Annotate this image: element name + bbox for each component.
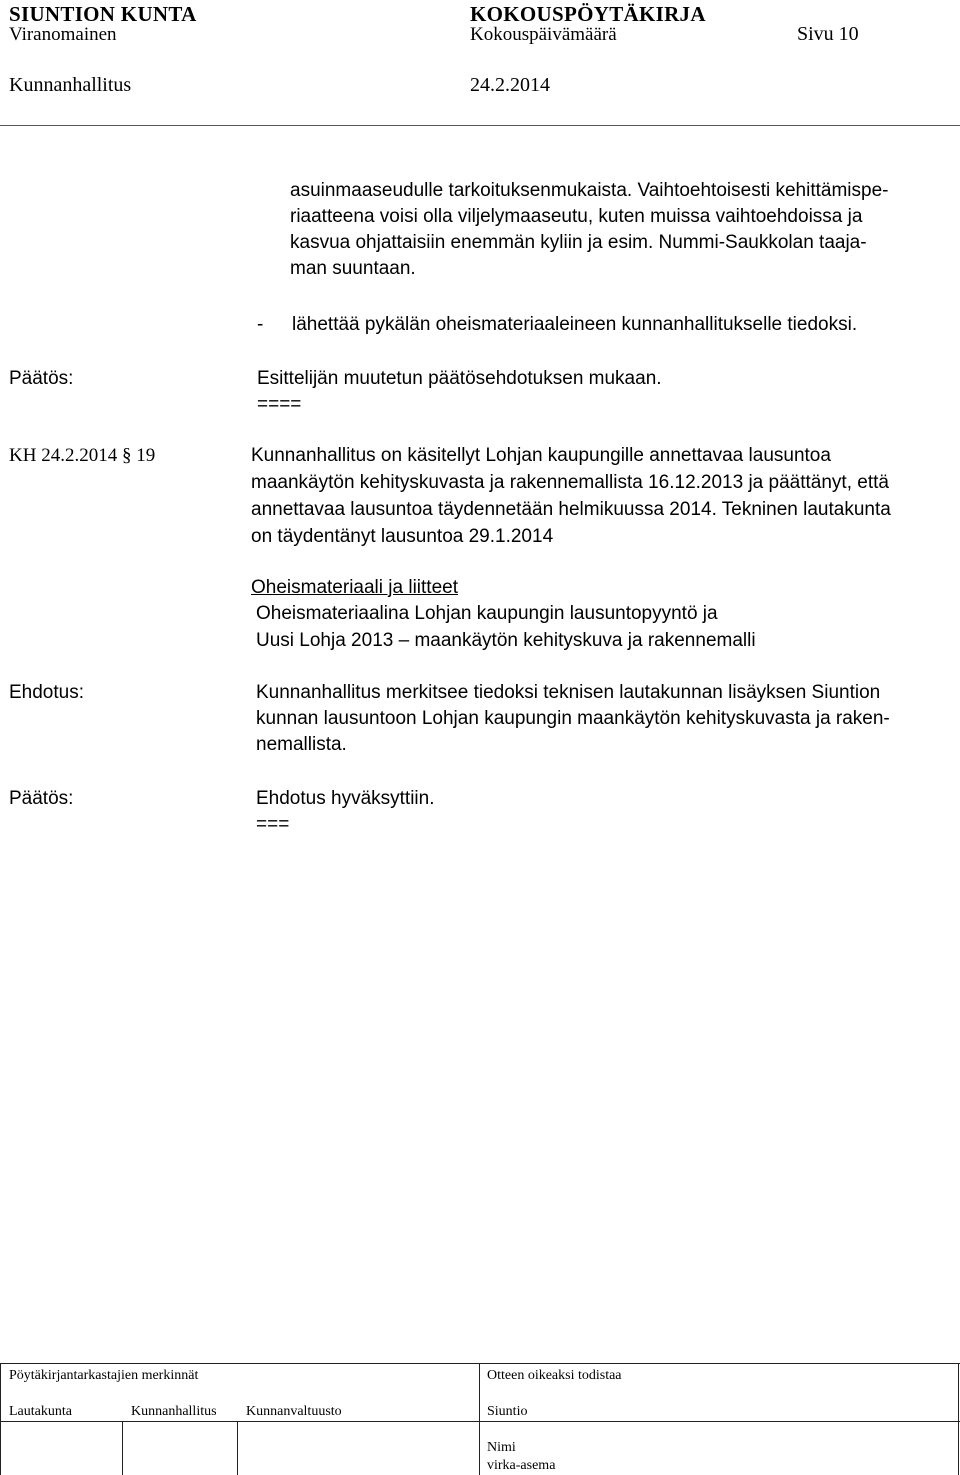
bullet-text: lähettää pykälän oheismateriaaleineen kunnanhallitukselle tiedoksi. [292,314,858,335]
footer-mid-border [0,1421,960,1422]
continuation-line-3: kasvua ohjattaisiin enemmän kyliin ja esim. Nummi-Saukkolan taaja- [290,232,867,253]
certified-label: Otteen oikeaksi todistaa [487,1368,622,1383]
section-line-4: on täydentänyt lausuntoa 29.1.2014 [251,526,554,547]
decision2-text: Ehdotus hyväksyttiin. [256,788,435,809]
proposal-line-3: nemallista. [256,734,347,755]
attachments-heading: Oheismateriaali ja liitteet [251,577,458,598]
proposal-line-2: kunnan lausuntoon Lohjan kaupungin maankäytön kehityskuvasta ja raken- [256,708,890,729]
reviewers-label: Pöytäkirjantarkastajien merkinnät [9,1368,199,1383]
decision-text: Esittelijän muutetun päätösehdotuksen mukaan. [257,368,662,389]
decision2-separator: === [256,814,290,835]
continuation-line-4: man suuntaan. [290,258,416,279]
meeting-date-label: Kokouspäivämäärä [470,24,617,45]
authority-label: Viranomainen [9,24,117,45]
decision2-label: Päätös: [9,788,74,809]
footer-divider-2 [237,1421,238,1475]
footer-divider-1 [122,1421,123,1475]
footer-divider-3 [479,1363,480,1475]
footer-place: Siuntio [487,1404,528,1419]
attachments-line-1: Oheismateriaalina Lohjan kaupungin lausuntopyyntö ja [256,603,718,624]
footer-col-lautakunta: Lautakunta [9,1404,72,1419]
proposal-line-1: Kunnanhallitus merkitsee tiedoksi teknisen lautakunnan lisäyksen Siuntion [256,682,881,703]
proposal-label: Ehdotus: [9,682,84,703]
continuation-line-2: riaatteena voisi olla viljelymaaseutu, kuten muissa vaihtoehdoissa ja [290,206,863,227]
footer-title-label: virka-asema [487,1458,556,1473]
footer-right-border [958,1363,959,1475]
section-line-2: maankäytön kehityskuvasta ja rakennemallista 16.12.2013 ja päättänyt, että [251,472,889,493]
decision-separator: ==== [257,394,302,415]
section-line-3: annettavaa lausuntoa täydennetään helmikuussa 2014. Tekninen lautakunta [251,499,891,520]
footer-top-border [0,1363,960,1364]
document-type: KOKOUSPÖYTÄKIRJA [470,2,706,26]
footer-left-border [0,1363,1,1475]
attachments-line-2: Uusi Lohja 2013 – maankäytön kehityskuva ja rakennemalli [256,630,756,651]
meeting-date: 24.2.2014 [470,74,550,96]
footer-name-label: Nimi [487,1440,516,1455]
decision-label: Päätös: [9,368,74,389]
continuation-line-1: asuinmaaseudulle tarkoituksenmukaista. Vaihtoehtoisesti kehittämispe- [290,180,889,201]
authority-name: Kunnanhallitus [9,74,132,96]
section-line-1: Kunnanhallitus on käsitellyt Lohjan kaupungille annettavaa lausuntoa [251,445,831,466]
bullet-dash: - [257,314,264,335]
organization-name: SIUNTION KUNTA [9,2,197,26]
section-reference: KH 24.2.2014 § 19 [9,445,156,466]
header-divider [0,125,960,126]
footer-col-kunnanhallitus: Kunnanhallitus [131,1404,217,1419]
footer-col-kunnanvaltuusto: Kunnanvaltuusto [246,1404,342,1419]
page-number: Sivu 10 [797,23,859,45]
